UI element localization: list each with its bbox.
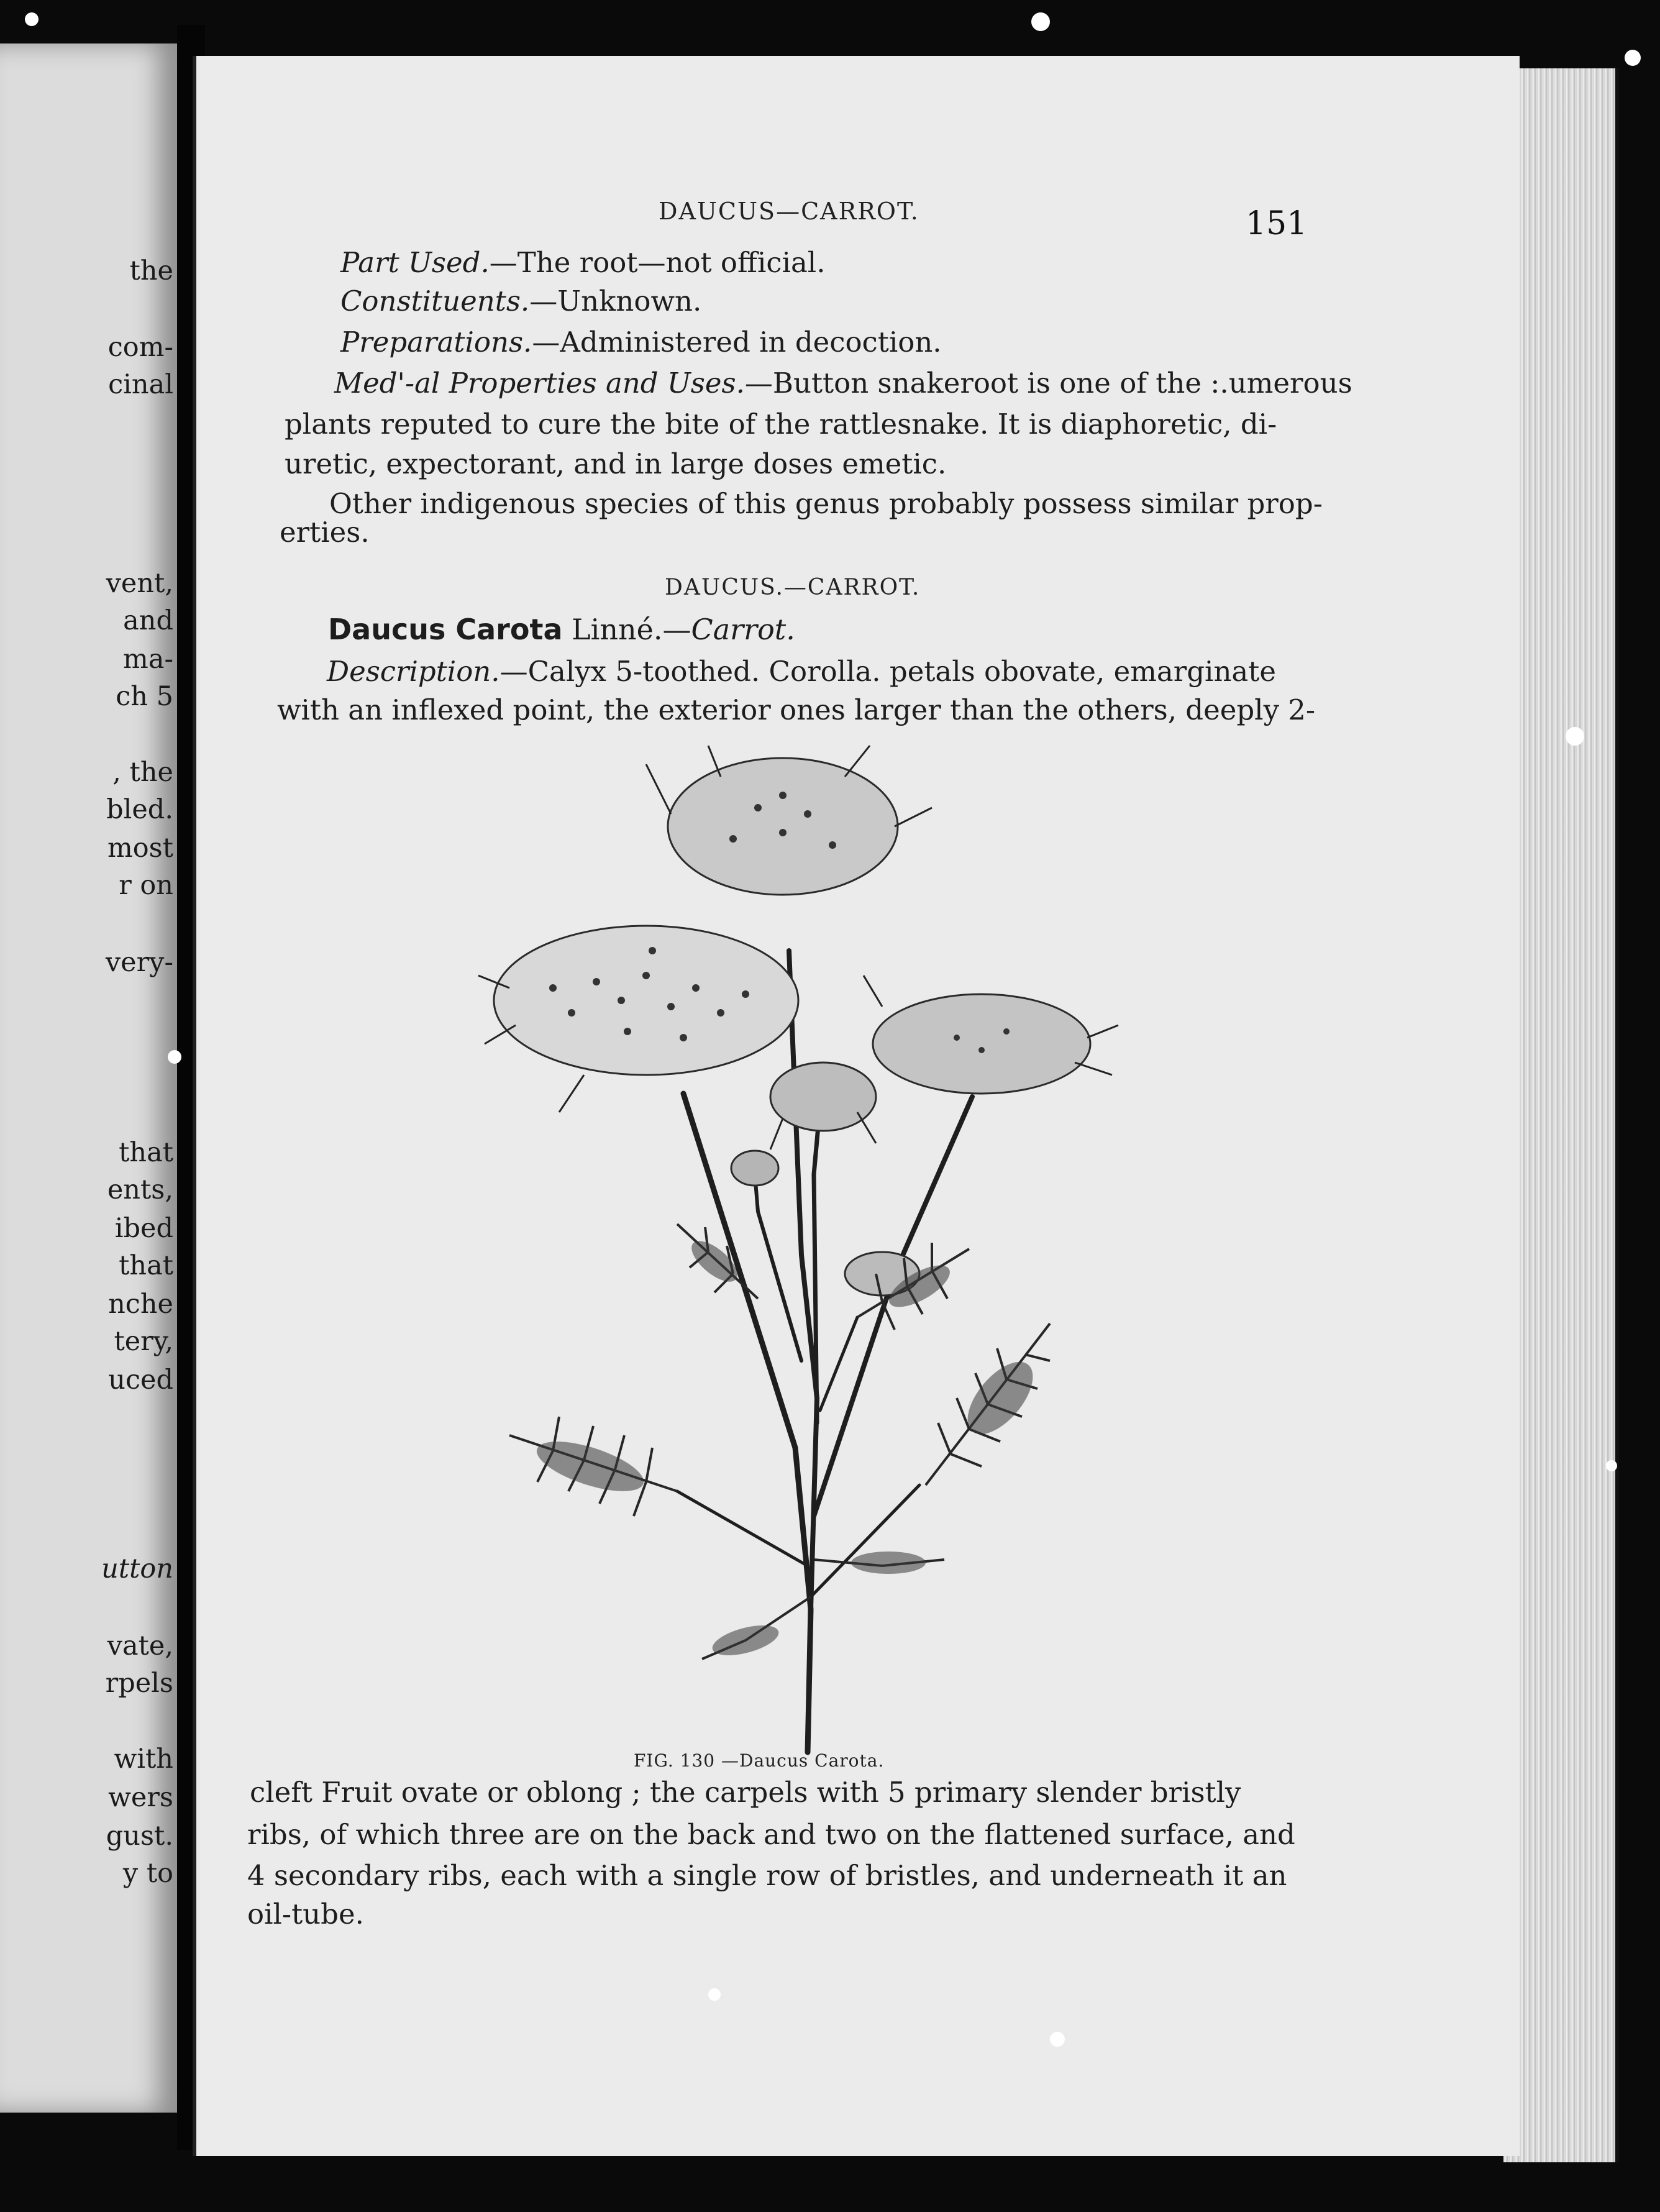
scan-speck	[25, 12, 39, 26]
left-page-text-fragment: very-	[105, 947, 173, 978]
left-page-text-fragment: the	[129, 255, 173, 286]
scan-speck	[168, 1050, 181, 1064]
preparations-label: Preparations.	[340, 326, 532, 359]
figure-caption: FIG. 130 —Daucus Carota.	[634, 1750, 885, 1771]
description-text: —Calyx 5-toothed. Corolla. petals obovate, emarginate	[499, 655, 1276, 688]
constituents-label: Constituents.	[340, 285, 530, 318]
scan-speck	[1050, 2032, 1065, 2047]
left-page-text-fragment: and	[123, 605, 173, 636]
part-used-text: —The root—not official.	[489, 246, 826, 279]
left-page-text-fragment: cinal	[108, 369, 173, 400]
scan-speck	[1031, 12, 1050, 31]
scan-speck	[708, 1988, 721, 2001]
constituents-text: —Unknown.	[529, 285, 702, 318]
left-page-text-fragment: rpels	[105, 1668, 173, 1699]
left-page-text-fragment: that	[119, 1250, 173, 1281]
scan-speck	[1606, 1460, 1617, 1471]
left-page-text-fragment: wers	[108, 1782, 173, 1813]
left-page-text-fragment: ents,	[107, 1174, 173, 1205]
left-page-text-fragment: with	[114, 1744, 173, 1775]
fruit-line-4: oil-tube.	[247, 1898, 364, 1931]
left-page-text-fragment: , the	[112, 757, 173, 788]
running-head: DAUCUS—CARROT.	[659, 198, 919, 225]
description-label: Description.	[327, 655, 500, 688]
description-line	[327, 655, 1276, 688]
left-page-text-fragment: nche	[108, 1289, 173, 1320]
left-page-text-fragment: vent,	[106, 568, 173, 599]
medical-properties-line	[334, 367, 1352, 400]
scan-speck	[1566, 727, 1584, 746]
left-page-text-fragment: gust.	[106, 1821, 173, 1852]
part-used-label: Part Used.	[340, 246, 490, 279]
other-species-line-2: erties.	[280, 516, 370, 549]
medical-properties-line-2: plants reputed to cure the bite of the rattlesnake. It is diaphoretic, di-	[285, 408, 1277, 441]
left-page-text-fragment: bled.	[106, 794, 173, 825]
scan-speck	[1625, 50, 1641, 66]
left-page-text-fragment: that	[119, 1137, 173, 1168]
medical-properties-line-3: uretic, expectorant, and in large doses emetic.	[285, 447, 947, 480]
species-name: Daucus Carota	[328, 613, 563, 646]
species-author: Linné.—	[562, 613, 691, 646]
medical-properties-text: —Button snakeroot is one of the :.umerous	[744, 367, 1352, 400]
left-page-text-fragment: com-	[107, 332, 173, 363]
left-page-text-fragment: tery,	[114, 1326, 173, 1357]
left-page-text-fragment: most	[107, 833, 173, 864]
left-page-text-fragment: ch 5	[116, 681, 173, 712]
section-heading: DAUCUS.—CARROT.	[665, 575, 921, 600]
left-page-text-fragment: ma-	[123, 644, 173, 675]
left-page-text-fragment: r on	[119, 870, 173, 901]
page-number: 151	[1246, 205, 1308, 242]
daucus-carota-illustration	[410, 739, 1156, 1758]
medical-properties-label: Med'-al Properties and Uses.	[334, 367, 745, 400]
page-edges	[1503, 68, 1619, 2162]
species-heading	[328, 615, 795, 644]
preparations-line	[340, 326, 942, 359]
left-page-text-fragment: vate,	[107, 1630, 173, 1661]
description-line-2: with an inflexed point, the exterior ones larger than the others, deeply 2-	[277, 693, 1316, 726]
species-common-name: Carrot.	[691, 613, 795, 646]
fruit-line-3: 4 secondary ribs, each with a single row of bristles, and underneath it an	[247, 1859, 1287, 1892]
fruit-line-2: ribs, of which three are on the back and two on the flattened surface, and	[247, 1818, 1295, 1851]
left-page-text-fragment: uced	[108, 1364, 173, 1396]
left-page-text-fragment: y to	[122, 1858, 173, 1889]
fruit-line-1: cleft Fruit ovate or oblong ; the carpels with 5 primary slender bristly	[250, 1776, 1241, 1809]
left-facing-page	[0, 43, 177, 2113]
part-used-line	[340, 246, 826, 279]
preparations-text: —Administered in decoction.	[532, 326, 942, 359]
other-species-line: Other indigenous species of this genus probably possess similar prop-	[329, 487, 1323, 520]
left-page-text-fragment: utton	[101, 1553, 173, 1584]
left-page-text-fragment: ibed	[114, 1213, 173, 1244]
constituents-line	[340, 285, 702, 318]
